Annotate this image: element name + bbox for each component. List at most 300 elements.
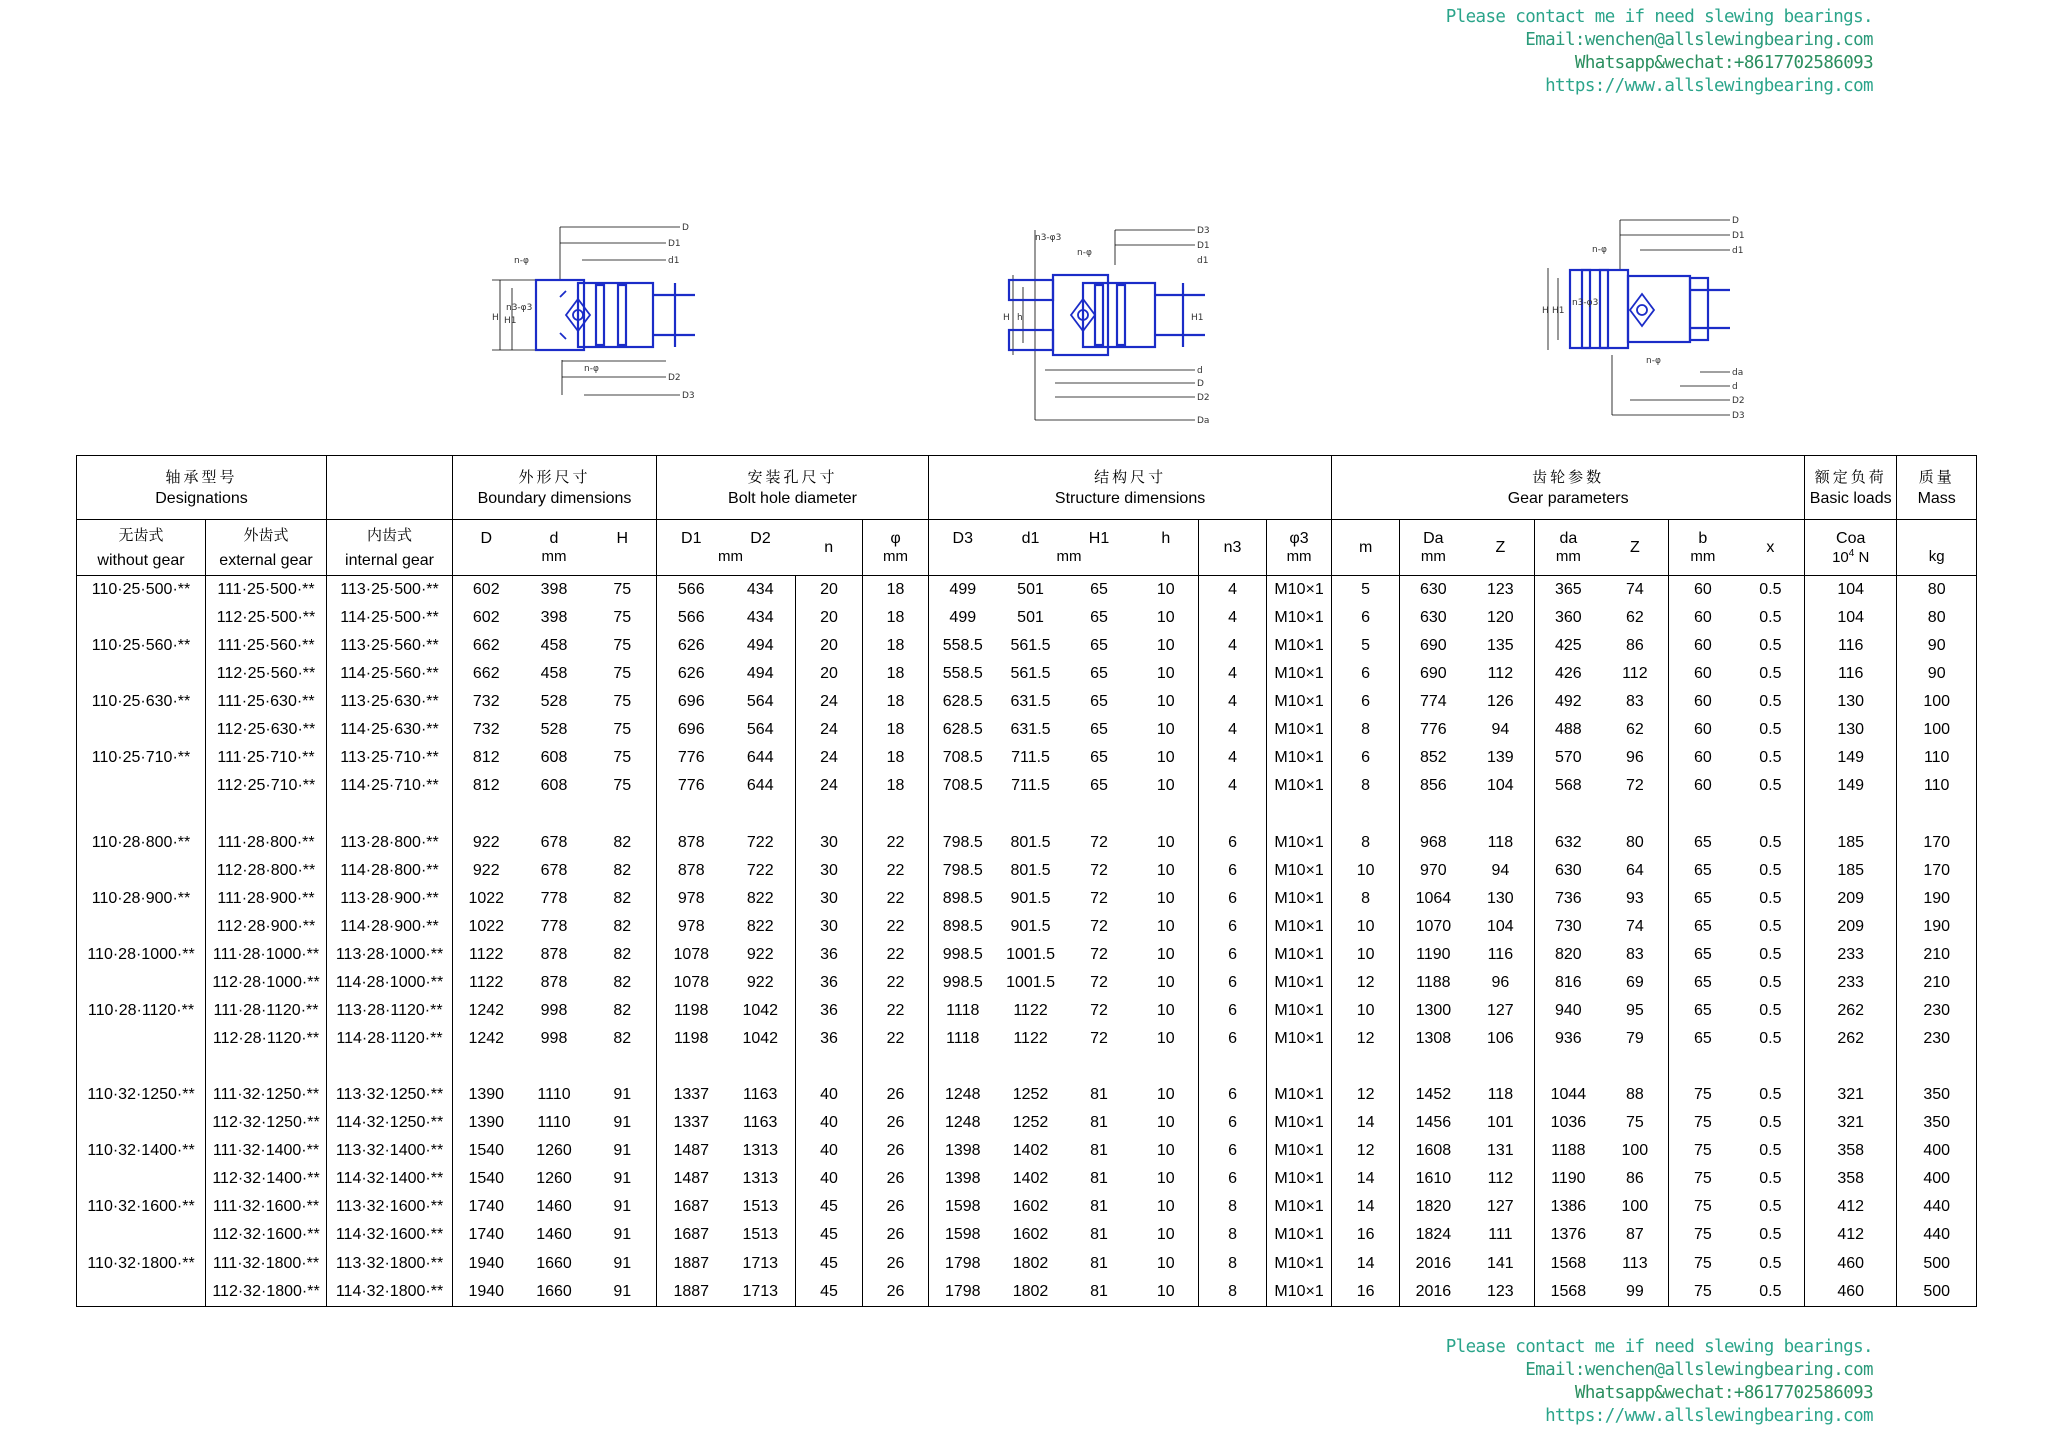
d1-cell: 901.5 [1010,917,1051,935]
h-cell: 10 [1134,744,1199,772]
phi3-cell: M10×1 [1267,1109,1332,1137]
contact-website: https://www.allslewingbearing.com [1545,76,1873,96]
unit-label: mm [1555,548,1581,565]
external-gear-cell: 112·28·1000·** [206,969,327,997]
b-cell: 75 [1693,1198,1712,1216]
col-label: da [1559,530,1578,547]
H-cell: 91 [589,1109,657,1137]
table-row [77,1137,1977,1165]
Z2-cell: 93 [1602,885,1669,913]
da-cell: 360 [1555,609,1582,627]
mass-cell: 170 [1897,829,1977,857]
D3-cell: 998.5 [942,945,983,963]
dim-label: H [1003,313,1010,323]
phi-cell: 22 [863,941,929,969]
H1-cell: 81 [1090,1198,1108,1216]
n3-cell: 6 [1199,1109,1267,1137]
D2-cell [726,1053,796,1081]
Z2-cell: 86 [1602,632,1669,660]
D1-cell: 1887 [673,1254,710,1272]
external-gear-cell: 112·32·1800·** [206,1278,327,1307]
phi-cell: 26 [863,1081,929,1109]
d1-cell: 1122 [1013,1001,1048,1019]
H1-cell: 81 [1065,1278,1134,1307]
diagram-without-gear [470,205,710,425]
D1-cell: 776 [677,777,705,795]
Z-cell: 123 [1467,1278,1535,1307]
m-cell: 14 [1332,1250,1400,1278]
H1-cell: 81 [1090,1226,1108,1244]
D1-cell: 626 [677,637,705,655]
col-header-Coa [1805,520,1897,576]
dim-label: d1 [1732,246,1744,256]
D2-cell: 644 [726,744,796,772]
Z2-cell: 88 [1602,1081,1669,1109]
n-cell: 40 [796,1137,863,1165]
Z2-cell: 99 [1602,1278,1669,1307]
without-gear-cell: 110·25·630·** [77,688,206,716]
D-cell: 602 [472,581,500,599]
col-label: h [1161,530,1171,547]
dim-label: H1 [1191,313,1204,323]
header-en: Mass [1917,489,1956,507]
D1-cell: 696 [677,693,705,711]
D2-cell: 434 [726,604,796,632]
b-cell: 75 [1693,1254,1712,1272]
col-label: D3 [952,530,973,547]
H-cell: 91 [589,1278,657,1307]
h-cell: 10 [1134,1081,1199,1109]
H1-cell: 72 [1090,1030,1108,1048]
d-cell: 1460 [536,1198,572,1216]
header-en: Gear parameters [1507,489,1629,507]
col-label: Z [1495,538,1506,556]
x-cell: 0.5 [1737,1109,1805,1137]
phi-cell: 22 [863,857,929,885]
x-cell [1737,1053,1805,1081]
Z-cell: 123 [1467,576,1535,605]
Coa-cell: 130 [1805,688,1897,716]
H-cell: 75 [589,716,657,744]
H1-cell: 65 [1090,749,1108,767]
n-cell: 36 [796,997,863,1025]
D2-cell: 722 [726,829,796,857]
d1-cell: 1802 [997,1278,1065,1307]
mass-cell: 440 [1897,1221,1977,1249]
unit-label: mm [1420,548,1446,565]
cross-section-drawing [995,205,1235,435]
Da-cell: 1610 [1415,1170,1452,1188]
Z2-cell: 62 [1602,604,1669,632]
col-header-b [1669,520,1737,576]
mass-cell: 210 [1897,969,1977,997]
D2-cell: 434 [726,576,796,605]
n3-cell: 4 [1199,772,1267,800]
Z-cell: 94 [1467,857,1535,885]
phi3-cell: M10×1 [1267,660,1332,688]
x-cell: 0.5 [1737,997,1805,1025]
d-cell [520,801,589,829]
n-cell: 24 [796,744,863,772]
external-gear-cell: 112·32·1250·** [206,1109,327,1137]
x-cell: 0.5 [1737,1081,1805,1109]
b-cell: 60 [1693,777,1712,795]
unit-label: mm [541,548,567,565]
da-cell: 632 [1555,833,1582,851]
m-cell: 8 [1332,772,1400,800]
D-cell: 732 [472,721,500,739]
phi-cell: 26 [863,1109,929,1137]
dim-label: n3-φ3 [1035,233,1062,243]
da-cell: 568 [1555,777,1582,795]
d-cell: 1110 [537,1086,571,1104]
contact-note: Please contact me if need slewing bearings. [1445,1337,1873,1357]
n3-cell: 6 [1199,1137,1267,1165]
n3-cell: 4 [1199,716,1267,744]
Z2-cell: 113 [1602,1250,1669,1278]
da-cell: 1386 [1550,1198,1587,1216]
m-cell: 14 [1332,1109,1400,1137]
dim-label: D [1732,216,1739,226]
D1-cell: 776 [677,749,705,767]
Z-cell: 111 [1467,1221,1535,1249]
D2-cell: 494 [726,632,796,660]
Da-cell: 968 [1420,833,1447,851]
D2-cell: 1513 [726,1193,796,1221]
D-cell: 662 [472,637,500,655]
header-en: without gear [97,551,185,569]
x-cell: 0.5 [1737,885,1805,913]
Z2-cell: 95 [1602,997,1669,1025]
Z2-cell: 100 [1602,1193,1669,1221]
mass-cell: 100 [1897,688,1977,716]
D-cell: 1022 [468,917,505,935]
Z2-cell: 83 [1602,688,1669,716]
b-cell: 65 [1693,889,1712,907]
D1-cell: 978 [677,889,705,907]
internal-gear-cell: 114·32·1400·** [327,1165,453,1193]
m-cell [1332,1053,1400,1081]
da-cell: 1190 [1551,1170,1586,1188]
dim-label: n-φ [1592,245,1607,255]
h-cell [1134,801,1199,829]
without-gear-cell: 110·25·710·** [77,744,206,772]
mass-cell: 400 [1897,1165,1977,1193]
D2-cell: 1313 [726,1165,796,1193]
external-gear-cell: 112·28·1120·** [206,1025,327,1053]
n3-cell: 4 [1199,576,1267,605]
table-row [77,632,1977,660]
n3-cell: 8 [1199,1278,1267,1307]
col-header-phi3 [1267,520,1332,576]
spacer-row [77,801,1977,829]
phi-cell: 22 [863,997,929,1025]
Z2-cell: 64 [1602,857,1669,885]
b-cell: 60 [1693,637,1712,655]
Da-cell: 1070 [1415,917,1452,935]
designations-header-spacer [327,456,453,520]
D1-cell: 878 [677,833,705,851]
col-label: H [616,530,629,547]
dim-label: n-φ [1077,248,1092,258]
D3-cell: 1248 [944,1086,981,1104]
m-cell: 12 [1332,1137,1400,1165]
mass-cell: 210 [1897,941,1977,969]
D2-cell: 722 [726,857,796,885]
phi3-cell: M10×1 [1267,576,1332,605]
phi-cell: 26 [863,1165,929,1193]
Coa-cell: 130 [1805,716,1897,744]
H1-cell: 72 [1090,917,1108,935]
d-cell: 998 [540,1001,568,1019]
Coa-cell: 412 [1805,1193,1897,1221]
D2-cell: 922 [726,941,796,969]
D3-cell: 1398 [944,1142,981,1160]
m-cell: 6 [1332,660,1400,688]
n3-cell: 6 [1199,941,1267,969]
external-gear-cell: 111·32·1600·** [206,1193,327,1221]
without-gear-cell [77,604,206,632]
D-cell: 1022 [468,889,505,907]
Z-cell: 130 [1467,885,1535,913]
Z2-cell: 80 [1602,829,1669,857]
Coa-cell: 321 [1805,1109,1897,1137]
n-cell [796,801,863,829]
internal-gear-cell: 114·32·1600·** [327,1221,453,1249]
D-cell: 1540 [468,1170,505,1188]
external-gear-cell: 111·28·1120·** [206,997,327,1025]
d1-cell: 1402 [1012,1170,1049,1188]
H1-cell [1065,1053,1134,1081]
internal-gear-cell: 114·28·900·** [327,913,453,941]
Z-cell: 120 [1467,604,1535,632]
Coa-cell: 412 [1805,1221,1897,1249]
unit-label: mm [883,548,909,565]
contact-phone: Whatsapp&wechat:+8617702586093 [1574,1383,1873,1403]
b-cell [1669,801,1737,829]
phi3-cell: M10×1 [1267,1250,1332,1278]
D1-cell: 1078 [673,945,710,963]
external-gear-cell: 111·25·500·** [206,576,327,605]
without-gear-cell [77,1165,206,1193]
mass-cell: 110 [1897,772,1977,800]
table-row [77,688,1977,716]
da-cell: 1044 [1550,1086,1587,1104]
coa-unit [1805,548,1896,566]
dim-label: H1 [1552,306,1565,316]
table-row [77,913,1977,941]
d1-cell: 1001.5 [1006,973,1055,991]
without-gear-cell [77,772,206,800]
m-cell: 14 [1332,1165,1400,1193]
contact-block-top [1446,6,1873,98]
d1-cell: 1602 [1012,1198,1049,1216]
phi3-cell: M10×1 [1267,829,1332,857]
n-cell: 36 [796,969,863,997]
H1-cell: 65 [1090,777,1108,795]
n3-cell: 6 [1199,1165,1267,1193]
h-cell: 10 [1134,969,1199,997]
dim-label: d [1732,382,1738,392]
d-cell: 458 [540,665,568,683]
D-cell: 1740 [468,1198,505,1216]
da-cell: 1568 [1535,1278,1602,1307]
phi-cell: 26 [863,1221,929,1249]
d-cell: 878 [540,973,568,991]
cross-section-drawing [470,205,710,425]
table-row [77,1278,1977,1307]
D-cell: 1242 [468,1001,505,1019]
d-cell: 1260 [536,1142,572,1160]
n-cell: 24 [796,772,863,800]
col-label: d [549,530,559,547]
n-cell: 30 [796,913,863,941]
m-cell [1332,801,1400,829]
D3-cell: 1398 [944,1170,981,1188]
D2-cell: 644 [726,772,796,800]
phi-cell [863,1053,929,1081]
b-cell: 65 [1693,945,1712,963]
Da-cell: 1190 [1416,945,1451,963]
table-row [77,1025,1977,1053]
n-cell: 40 [796,1109,863,1137]
h-cell: 10 [1134,941,1199,969]
D3-cell: 1798 [929,1278,997,1307]
D1-cell: 626 [677,665,705,683]
m-cell: 10 [1332,997,1400,1025]
internal-gear-cell: 113·32·1800·** [327,1250,453,1278]
D1-cell: 566 [677,609,705,627]
h-cell: 10 [1134,857,1199,885]
D3-cell: 558.5 [942,665,983,683]
x-cell: 0.5 [1737,1278,1805,1307]
unit-exponent: 4 [1848,547,1855,559]
D2-cell: 1713 [726,1250,796,1278]
internal-gear-header [327,520,453,576]
D2-cell: 1163 [726,1109,796,1137]
internal-gear-cell: 114·25·560·** [327,660,453,688]
phi3-cell: M10×1 [1267,913,1332,941]
D2-cell: 1513 [726,1221,796,1249]
h-cell: 10 [1134,1193,1199,1221]
n3-cell: 4 [1199,604,1267,632]
phi3-cell [1267,801,1332,829]
x-cell: 0.5 [1737,604,1805,632]
phi3-cell: M10×1 [1267,1221,1332,1249]
mass-cell: 110 [1897,744,1977,772]
da-cell: 736 [1555,889,1582,907]
x-cell: 0.5 [1737,1221,1805,1249]
spec-table-body [77,576,1977,1307]
b-cell: 65 [1693,917,1712,935]
phi3-cell: M10×1 [1267,1193,1332,1221]
m-cell: 10 [1332,941,1400,969]
col-header-H1 [1056,520,1134,576]
col-header-phi [863,520,929,576]
phi-cell: 26 [863,1250,929,1278]
Da-cell [1400,1053,1467,1081]
D3-cell: 628.5 [942,693,983,711]
b-cell: 65 [1693,833,1712,851]
unit-label: mm [1286,548,1312,565]
Z-cell: 106 [1467,1025,1535,1053]
d1-cell: 631.5 [1010,693,1051,711]
external-gear-cell: 111·28·1000·** [206,941,327,969]
unit-label: mm [1056,548,1082,565]
b-cell: 75 [1693,1226,1712,1244]
Da-cell: 1456 [1415,1114,1452,1132]
n-cell: 36 [796,941,863,969]
da-cell: 1568 [1550,1254,1587,1272]
H-cell: 75 [589,604,657,632]
mass-cell: 350 [1897,1109,1977,1137]
b-cell [1669,1053,1737,1081]
h-cell: 10 [1134,660,1199,688]
n-cell: 40 [796,1081,863,1109]
spacer-row [77,1053,1977,1081]
H-cell: 91 [589,1081,657,1109]
header-cn: 额定负荷 [1814,467,1887,486]
external-gear-cell: 112·25·710·** [206,772,327,800]
internal-gear-cell: 114·32·1800·** [327,1278,453,1307]
loads-header [1805,456,1897,520]
phi3-cell: M10×1 [1267,997,1332,1025]
contact-phone: Whatsapp&wechat:+8617702586093 [1574,53,1873,73]
da-cell: 1376 [1550,1226,1587,1244]
phi3-cell: M10×1 [1267,716,1332,744]
D-cell: 1122 [469,973,504,991]
D3-cell: 499 [949,609,977,627]
Coa-cell: 209 [1805,913,1897,941]
d1-cell: 801.5 [1010,861,1051,879]
dim-label: D [682,223,689,233]
external-gear-cell: 111·32·1400·** [206,1137,327,1165]
D-cell: 1390 [468,1086,505,1104]
Z2-cell: 83 [1602,941,1669,969]
m-cell: 6 [1332,688,1400,716]
external-gear-cell: 111·25·710·** [206,744,327,772]
col-label: m [1358,538,1373,556]
header-en: Bolt hole diameter [728,489,857,507]
n3-cell: 6 [1199,885,1267,913]
col-label: D2 [750,530,771,547]
D1-cell: 1337 [673,1114,710,1132]
dim-label: h [1017,313,1023,323]
d-cell: 608 [540,749,568,767]
Z-cell: 116 [1467,941,1535,969]
Da-cell: 1608 [1415,1142,1452,1160]
D-cell: 1540 [468,1142,505,1160]
col-header-d [520,520,589,576]
d1-cell: 561.5 [1010,665,1051,683]
b-cell: 60 [1693,749,1712,767]
m-cell: 14 [1332,1193,1400,1221]
internal-gear-cell: 113·32·1400·** [327,1137,453,1165]
n3-cell: 6 [1199,969,1267,997]
n3-cell: 4 [1199,744,1267,772]
H1-cell: 72 [1090,1001,1108,1019]
n-cell: 36 [796,1025,863,1053]
m-cell: 8 [1332,829,1400,857]
phi3-cell: M10×1 [1267,772,1332,800]
m-cell: 5 [1332,632,1400,660]
col-header-h [1134,520,1199,576]
D-cell: 1242 [468,1030,505,1048]
H-cell: 75 [589,772,657,800]
unit-label: kg [1928,548,1945,565]
n3-cell: 6 [1199,913,1267,941]
h-cell [1134,1053,1199,1081]
